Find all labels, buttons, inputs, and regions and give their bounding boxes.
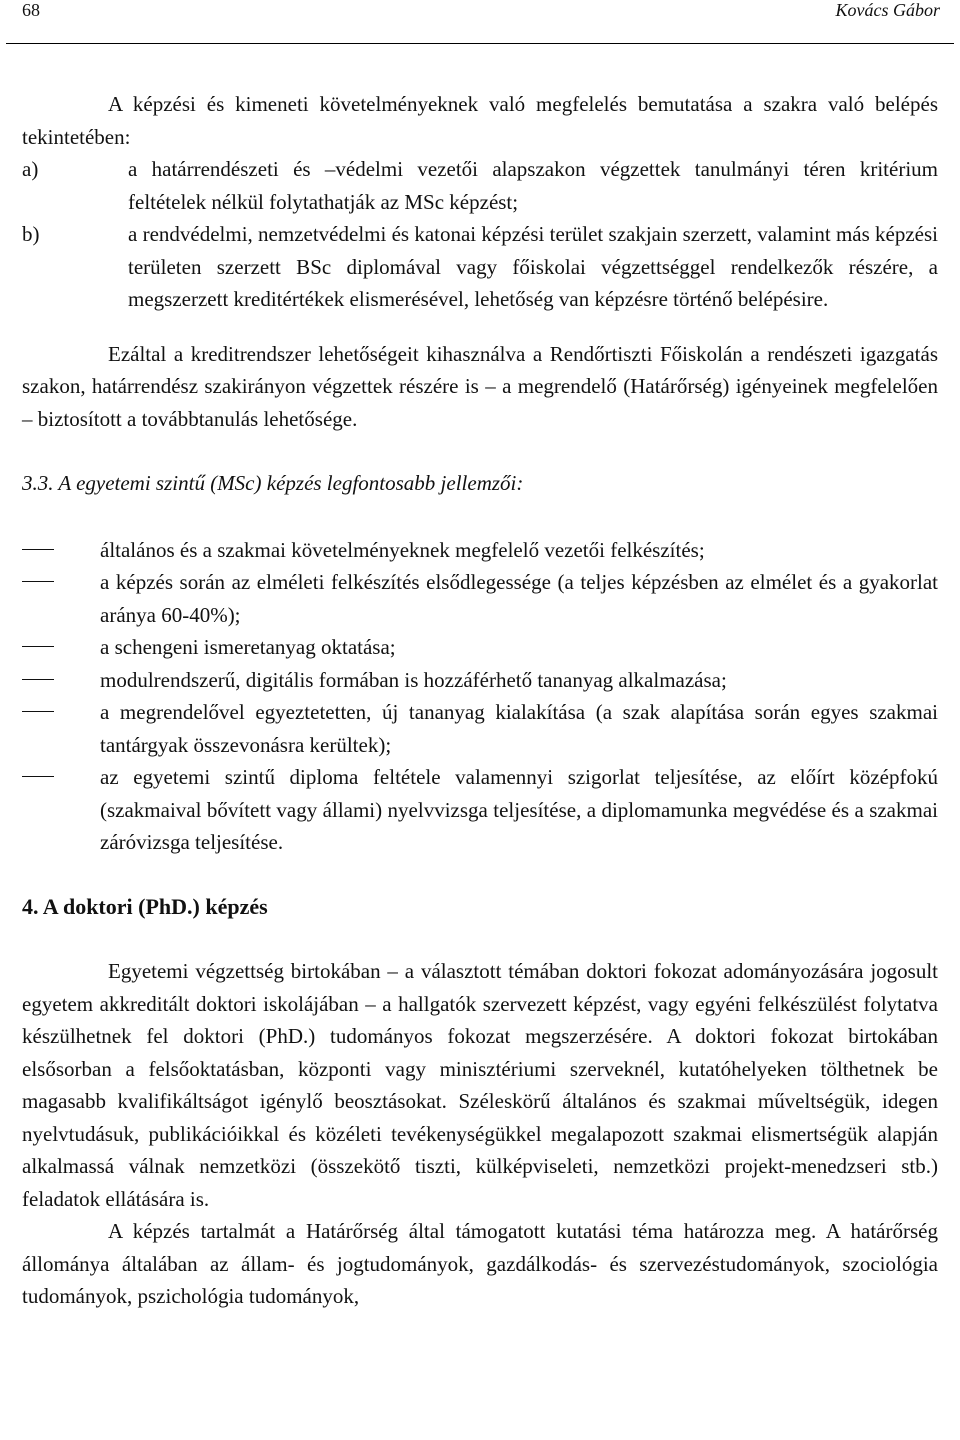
page-body xyxy=(22,88,938,1313)
page-number: 68 xyxy=(22,0,40,20)
list-item-text: általános és a szakmai követelményeknek megfelelő vezetői felkészítés; xyxy=(100,537,705,562)
dash-bullet-list xyxy=(22,534,938,859)
body-paragraph: Ezáltal a kreditrendszer lehetőségeit kihasználva a Rendőrtiszti Főiskolán a rendészeti igazgatás szakon, határrendész szakirányon végzettek részére is – a megrendelő (Határőrség) igényeinek megfelelően – biztosított a továbbtanulás lehetősége. xyxy=(22,341,938,431)
intro-paragraph: A képzési és kimeneti követelményeknek való megfelelés bemutatása a szakra való belépés tekintetében: xyxy=(22,92,938,149)
dash-bullet-icon xyxy=(22,534,100,567)
list-item xyxy=(22,153,938,218)
list-item-text: a megrendelővel egyeztetetten, új tananyag kialakítása (a szak alapítása során egyes szakmai tantárgyak összevonásra kerültek); xyxy=(100,700,938,757)
body-paragraph: Egyetemi végzettség birtokában – a választott témában doktori fokozat adományozására jogosult egyetem akkreditált doktori iskolájában – a hallgatók szervezett képzést, vagy egyéni felkészülést folytatva készülhetnek fel doktori (PhD.) tudományos fokozat megszerzésére. A doktori fokozat birtokában elsősorban a felsőoktatásban, központi vagy minisztériumi szerveknél, kutatóhelyeken tölthetnek be magasabb kvalifikáltságot igénylő beosztásokat. Széleskörű általános és szakmai műveltségük, idegen nyelvtudásuk, publikációikkal és közéleti tevékenységükkel megalapozott szakmai elismertségük alapján alkalmassá válnak nemzetközi (összekötő tiszti, külképviseleti, nemzetközi projekt-menedzseri stb.) feladatok ellátására is. xyxy=(22,959,938,1211)
body-paragraph: A képzés tartalmát a Határőrség által támogatott kutatási téma határozza meg. A határőrség állománya általában az állam- és jogtudományok, gazdálkodás- és szervezéstudományok, szociológia tudományok, pszichológia tudományok, xyxy=(22,1219,938,1308)
list-item-text: modulrendszerű, digitális formában is hozzáférhető tananyag alkalmazása; xyxy=(100,667,727,692)
page-header xyxy=(22,0,940,30)
list-item xyxy=(22,664,938,697)
list-item-text: a képzés során az elméleti felkészítés elsődlegessége (a teljes képzésben az elmélet és a gyakorlat aránya 60-40%); xyxy=(100,570,938,627)
list-item xyxy=(22,696,938,761)
list-item-text: a rendvédelmi, nemzetvédelmi és katonai képzési terület szakjain szerzett, valamint más képzési területen szerzett BSc diplomával vagy főiskolai végzettséggel rendelkezők részére, a megszerzett kreditértékek elismerésével, lehetőség van képzésre történő belépésire. xyxy=(128,222,938,311)
list-marker: a) xyxy=(22,157,39,181)
author-name: Kovács Gábor xyxy=(835,0,940,20)
list-item xyxy=(22,566,938,631)
section-heading: 4. A doktori (PhD.) képzés xyxy=(22,893,268,919)
dash-bullet-icon xyxy=(22,631,100,664)
list-item xyxy=(22,218,938,316)
dash-bullet-icon xyxy=(22,566,100,631)
header-rule xyxy=(6,43,954,44)
list-item-text: az egyetemi szintű diploma feltétele valamennyi szigorlat teljesítése, az előírt középfokú (szakmaival bővített vagy állami) nyelvvizsga teljesítése, a diplomamunka megvédése és a szakmai záróvizsga teljesítése. xyxy=(100,765,938,854)
dash-bullet-icon xyxy=(22,761,100,859)
list-item xyxy=(22,761,938,859)
list-marker: b) xyxy=(22,222,40,246)
list-item xyxy=(22,631,938,664)
list-item xyxy=(22,534,938,567)
dash-bullet-icon xyxy=(22,664,100,697)
list-item-text: a határrendészeti és –védelmi vezetői alapszakon végzettek tanulmányi téren kritérium feltételek nélkül folytathatják az MSc képzést; xyxy=(128,157,938,214)
list-item-text: a schengeni ismeretanyag oktatása; xyxy=(100,635,396,659)
dash-bullet-icon xyxy=(22,696,100,761)
subsection-heading: 3.3. A egyetemi szintű (MSc) képzés legfontosabb jellemzői: xyxy=(22,471,524,495)
lettered-list xyxy=(22,153,938,316)
